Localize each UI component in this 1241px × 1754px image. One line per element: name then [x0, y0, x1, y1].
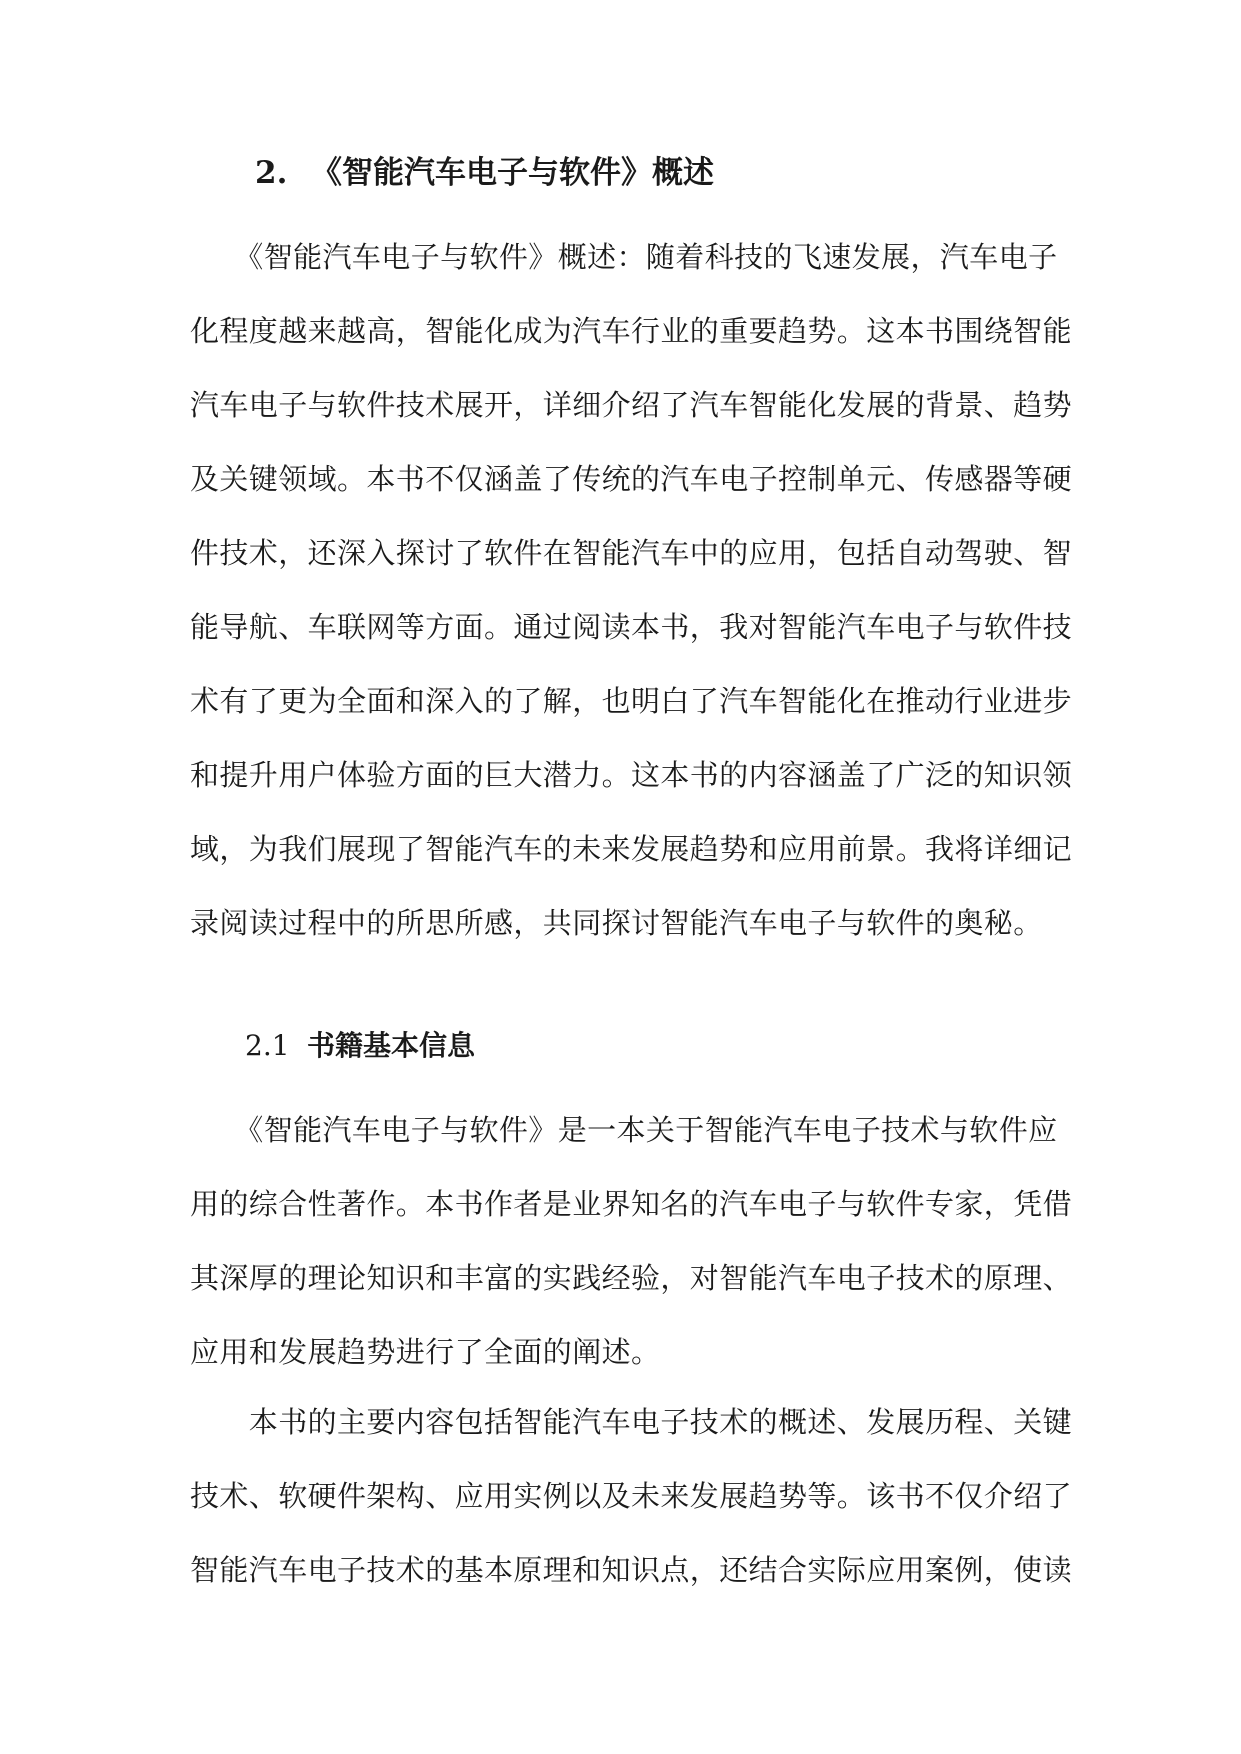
paragraph-line: 化程度越来越高，智能化成为汽车行业的重要趋势。这本书围绕智能 [190, 314, 1073, 348]
paragraph-line: 录阅读过程中的所思所感，共同探讨智能汽车电子与软件的奥秘。 [190, 906, 1043, 940]
paragraph-line: 智能汽车电子技术的基本原理和知识点，还结合实际应用案例，使读 [190, 1553, 1073, 1587]
subsection-number: 2.1 [245, 1029, 290, 1062]
section-number: 2. [255, 155, 288, 191]
paragraph-line: 件技术，还深入探讨了软件在智能汽车中的应用，包括自动驾驶、智 [190, 536, 1073, 570]
paragraph-line: 《智能汽车电子与软件》是一本关于智能汽车电子技术与软件应 [190, 1113, 1058, 1147]
paragraph-line: 其深厚的理论知识和丰富的实践经验，对智能汽车电子技术的原理、 [190, 1261, 1073, 1295]
paragraph-line: 及关键领域。本书不仅涵盖了传统的汽车电子控制单元、传感器等硬 [190, 462, 1073, 496]
paragraph-line: 应用和发展趋势进行了全面的阐述。 [190, 1335, 661, 1369]
paragraph-line: 域，为我们展现了智能汽车的未来发展趋势和应用前景。我将详细记 [190, 832, 1073, 866]
subsection-paragraph-2 [190, 1385, 1073, 1607]
paragraph-line: 汽车电子与软件技术展开，详细介绍了汽车智能化发展的背景、趋势 [190, 388, 1073, 422]
paragraph-line: 用的综合性著作。本书作者是业界知名的汽车电子与软件专家，凭借 [190, 1187, 1073, 1221]
section-paragraph [190, 220, 1073, 960]
subsection-title: 书籍基本信息 [307, 1029, 476, 1062]
section-title: 《智能汽车电子与软件》概述 [311, 155, 714, 191]
paragraph-line: 术有了更为全面和深入的了解，也明白了汽车智能化在推动行业进步 [190, 684, 1073, 718]
subsection-heading [245, 1023, 475, 1069]
paragraph-line: 本书的主要内容包括智能汽车电子技术的概述、发展历程、关键 [190, 1405, 1073, 1439]
paragraph-line: 技术、软硬件架构、应用实例以及未来发展趋势等。该书不仅介绍了 [190, 1479, 1073, 1513]
paragraph-line: 和提升用户体验方面的巨大潜力。这本书的内容涵盖了广泛的知识领 [190, 758, 1073, 792]
subsection-paragraph-1 [190, 1093, 1073, 1389]
section-heading [255, 148, 714, 198]
paragraph-line: 能导航、车联网等方面。通过阅读本书，我对智能汽车电子与软件技 [190, 610, 1073, 644]
paragraph-line: 《智能汽车电子与软件》概述：随着科技的飞速发展，汽车电子 [190, 240, 1058, 274]
